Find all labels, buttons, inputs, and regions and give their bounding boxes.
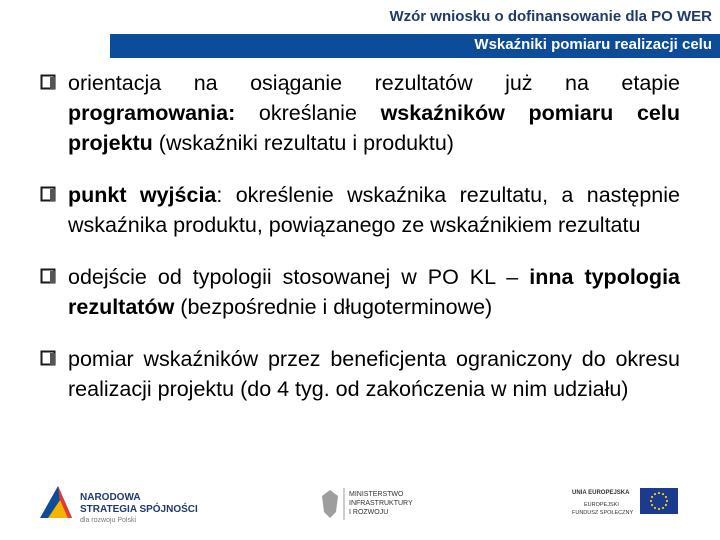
list-item <box>40 262 680 322</box>
eu-star-icon <box>665 496 667 498</box>
nss-line1: NARODOWA <box>80 492 141 503</box>
checkbox-bullet-icon <box>40 350 56 366</box>
eu-line1: UNIA EUROPEJSKA <box>572 490 630 496</box>
bold-text: punkt wyjścia <box>68 183 217 207</box>
text-span: pomiar wskaźników przez beneficjenta ograniczony do okresu realizacji projektu (do 4 tyg. od zakończenia w nim udziału) <box>68 347 680 401</box>
checkbox-bullet-icon <box>40 74 56 90</box>
text-span: orientacja na osiąganie rezultatów już na etapie <box>68 71 680 95</box>
eu-star-icon <box>651 496 653 498</box>
eu-star-icon <box>650 500 652 502</box>
eu-star-icon <box>651 504 653 506</box>
checkbox-bullet-icon <box>40 186 56 202</box>
ministry-line2: INFRASTRUKTURY <box>349 500 413 507</box>
eu-star-icon <box>658 492 660 494</box>
bullet-list <box>40 68 680 426</box>
ministry-line1: MINISTERSTWO <box>349 491 404 498</box>
list-item <box>40 180 680 240</box>
bold-text: wskaźników pomiaru celu projektu <box>68 101 680 155</box>
eu-star-icon <box>654 507 656 509</box>
bold-text: inna typologia rezultatów <box>68 265 680 319</box>
text-span: określanie <box>235 101 381 125</box>
eu-line3: FUNDUSZ SPOŁECZNY <box>572 510 634 516</box>
nss-logo <box>38 478 198 536</box>
header-title: Wzór wniosku o dofinansowanie dla PO WER <box>389 8 712 25</box>
ministry-logo <box>316 482 426 528</box>
list-item <box>40 68 680 158</box>
eu-flag-icon <box>640 488 678 514</box>
eu-star-icon <box>666 500 668 502</box>
eu-line2: EUROPEJSKI <box>584 502 619 508</box>
list-item <box>40 344 680 404</box>
text-span: (wskaźniki rezultatu i produktu) <box>152 131 454 155</box>
bold-text: programowania: <box>68 101 236 125</box>
nss-line2: STRATEGIA SPÓJNOŚCI <box>80 504 198 515</box>
checkbox-bullet-icon <box>40 268 56 284</box>
ministry-line3: I ROZWOJU <box>349 509 389 516</box>
text-span: : określenie wskaźnika rezultatu, a następnie wskaźnika produktu, powiązanego ze wskaźnikiem rezultatu <box>68 183 680 237</box>
header-bar <box>110 34 720 58</box>
eu-star-icon <box>654 493 656 495</box>
eagle-icon <box>322 490 338 518</box>
eu-star-icon <box>658 508 660 510</box>
eu-logo <box>570 484 680 528</box>
nss-line3: dla rozwoju Polski <box>80 517 137 524</box>
text-span: odejście od typologii stosowanej w PO KL – <box>68 265 530 289</box>
eu-star-icon <box>665 504 667 506</box>
footer-logos <box>0 470 720 540</box>
text-span: (bezpośrednie i długoterminowe) <box>174 295 493 319</box>
eu-star-icon <box>662 493 664 495</box>
header-subtitle: Wskaźniki pomiaru realizacji celu <box>474 36 712 53</box>
eu-star-icon <box>662 507 664 509</box>
